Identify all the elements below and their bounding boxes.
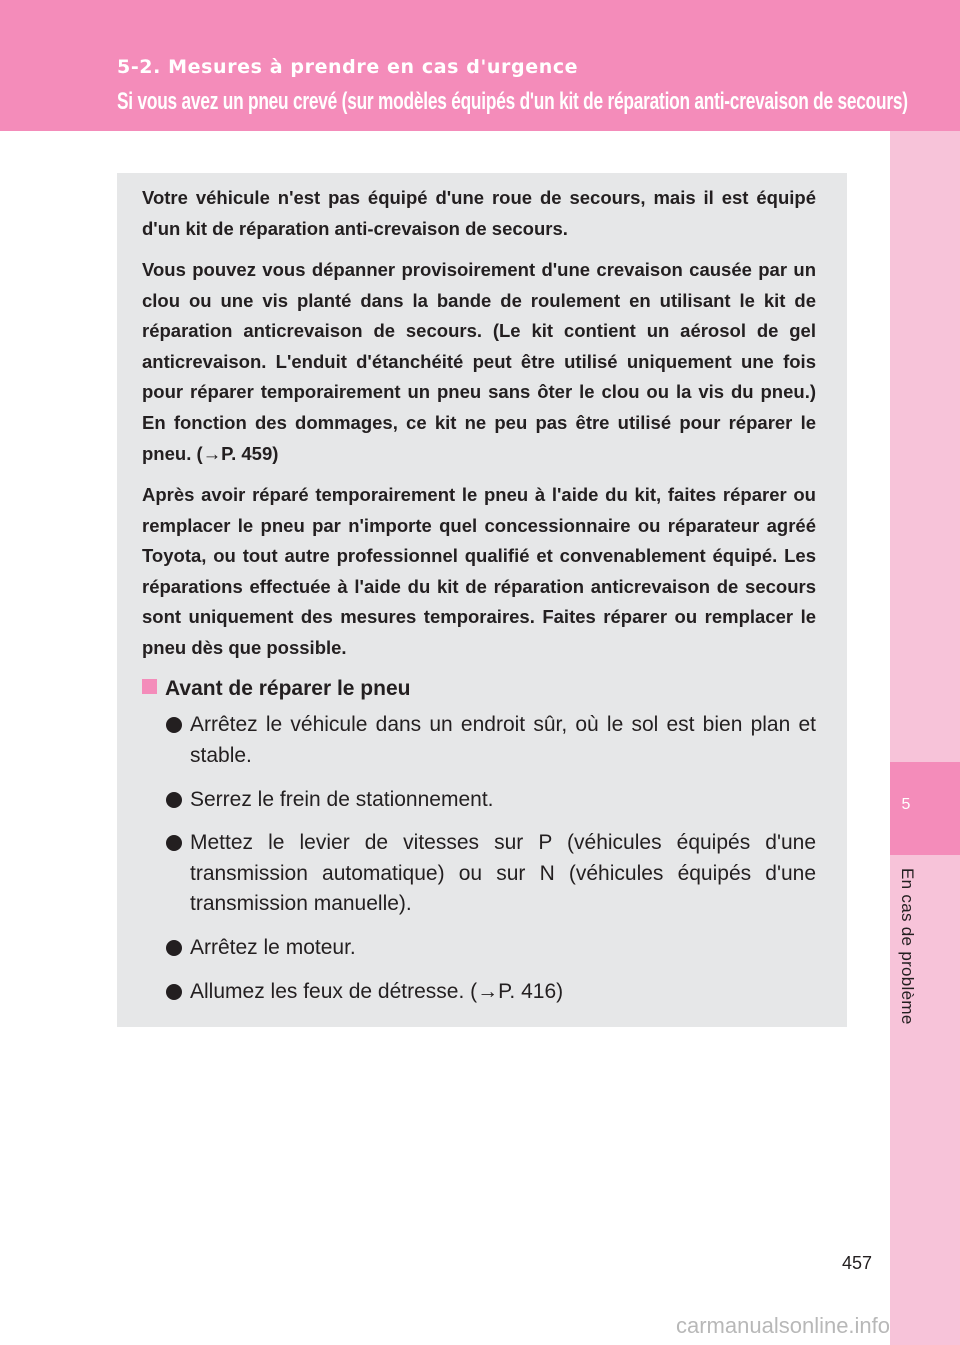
page-subtitle: Si vous avez un pneu crevé (sur modèles équipés d'un kit de réparation anti-crevaison de secours)	[117, 88, 908, 115]
bullet-dot-icon	[166, 984, 182, 1000]
chapter-label: En cas de problème	[898, 868, 917, 1025]
list-item	[166, 785, 816, 816]
list-item-text: Serrez le frein de stationnement.	[190, 788, 494, 811]
bullet-dot-icon	[166, 835, 182, 851]
list-item-text: Allumez les feux de détresse. (→P. 416)	[190, 980, 564, 1003]
list-item	[166, 933, 816, 964]
intro-paragraph-1: Votre véhicule n'est pas équipé d'une roue de secours, mais il est équipé d'un kit de réparation anti-crevaison de secours.	[142, 187, 816, 239]
list-item	[166, 977, 816, 1008]
page-header	[0, 0, 960, 131]
section-title: 5-2. Mesures à prendre en cas d'urgence	[117, 56, 579, 78]
intro-paragraph-2: Vous pouvez vous dépanner provisoirement d'une crevaison causée par un clou ou une vis planté dans la bande de roulement en utilisant le kit de réparation anticrevaison de secours. (Le kit contient un aérosol de gel anticrevaison. L'enduit d'étanchéité peut être utilisé uniquement une fois pour réparer temporairement un pneu sans ôter le clou ou la vis du pneu.) En fonction des dommages, ce kit ne peu pas être utilisé pour réparer le pneu. (→P. 459)	[142, 259, 816, 464]
list-item-text: Mettez le levier de vitesses sur P (véhicules équipés d'une transmission automatique) ou sur N (véhicules équipés d'une transmission manuelle).	[190, 831, 816, 915]
watermark: carmanualsonline.info	[676, 1313, 891, 1338]
list-item	[166, 710, 816, 771]
section-heading-text: Avant de réparer le pneu	[165, 677, 411, 700]
bullet-dot-icon	[166, 717, 182, 733]
intro-paragraph-3: Après avoir réparé temporairement le pneu à l'aide du kit, faites réparer ou remplacer le pneu par n'importe quel concessionnaire ou réparateur agréé Toyota, ou tout autre professionnel qualifié et convenablement équipé. Les réparations effectuée à l'aide du kit de réparation anticrevaison de secours sont uniquement des mesures temporaires. Faites réparer ou remplacer le pneu dès que possible.	[142, 484, 816, 658]
list-item	[166, 828, 816, 920]
list-item-text: Arrêtez le véhicule dans un endroit sûr, où le sol est bien plan et stable.	[190, 713, 816, 767]
chapter-number: 5	[901, 796, 911, 813]
chapter-side-strip	[890, 131, 960, 1345]
bullet-dot-icon	[166, 792, 182, 808]
square-bullet-icon	[142, 679, 157, 694]
list-item-text: Arrêtez le moteur.	[190, 936, 356, 959]
bullet-dot-icon	[166, 940, 182, 956]
page-number: 457	[842, 1253, 873, 1273]
section-heading	[142, 677, 410, 701]
